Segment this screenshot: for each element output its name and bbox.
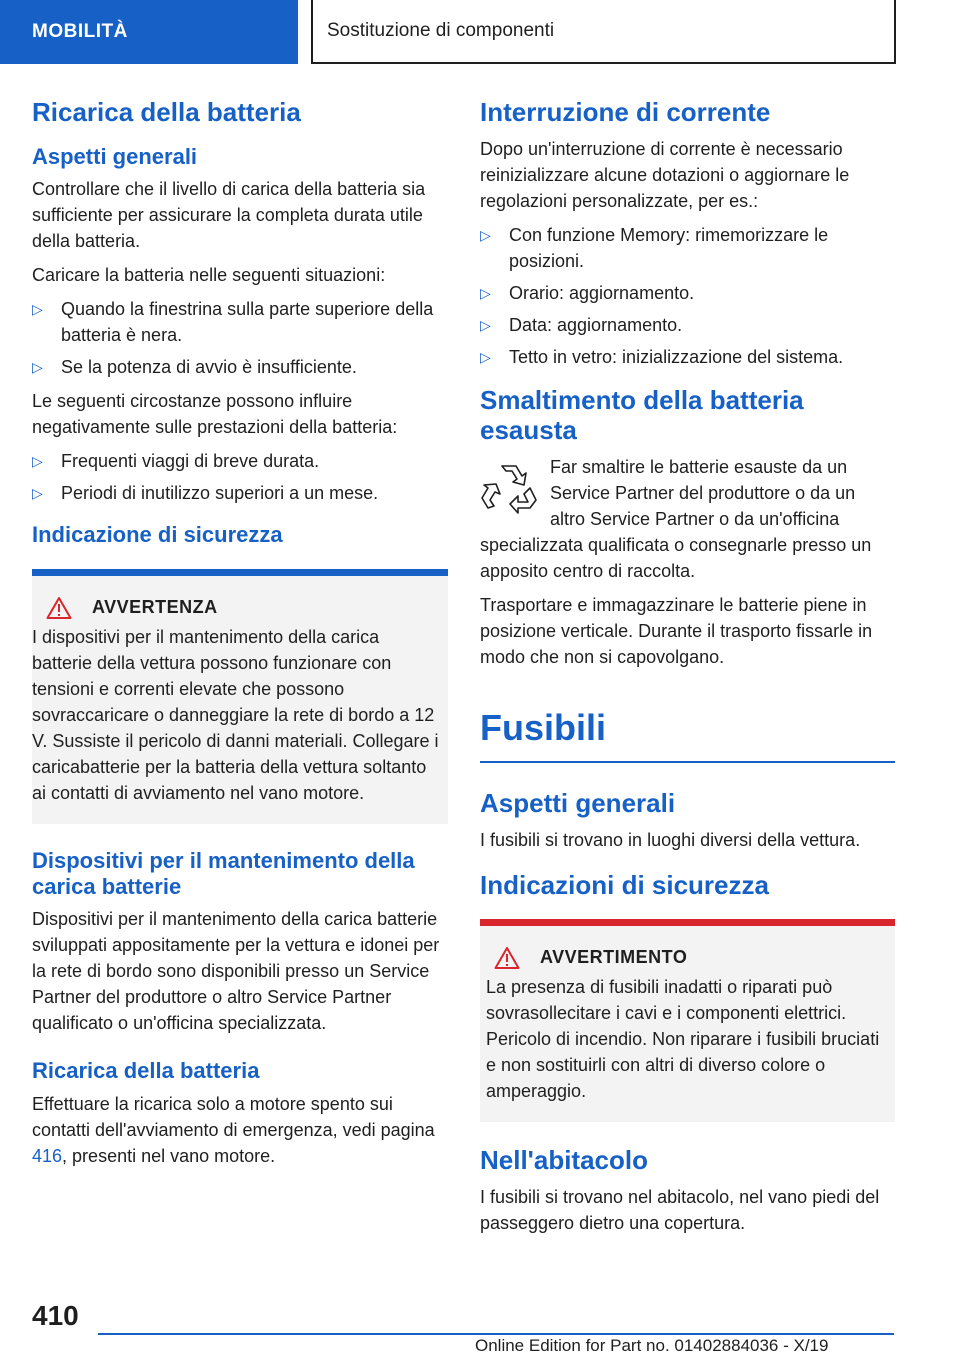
page-number: 410 <box>32 1300 79 1331</box>
header-chapter-title: Sostituzione di componenti <box>311 0 896 64</box>
bullet-icon: ▷ <box>480 316 491 333</box>
warning-triangle-icon <box>46 596 72 620</box>
list-item: ▷ Data: aggiornamento. <box>480 312 895 338</box>
paragraph: Dopo un'interruzione di corrente è necessario reinizializzare alcune dotazioni o aggiornare le regolazioni personalizzate, per es.: <box>480 138 850 211</box>
bullet-icon: ▷ <box>32 301 43 318</box>
bullet-icon: ▷ <box>32 453 43 470</box>
left-column <box>32 98 448 1177</box>
paragraph: Le seguenti circostanze possono influire negativamente sulle prestazioni della batteria: <box>32 391 398 438</box>
list-item: ▷ Periodi di inutilizzo superiori a un mese. <box>32 480 448 506</box>
heading-fuses-safety: Indicazioni di sicurezza <box>480 869 769 900</box>
warning-title: AVVERTIMENTO <box>540 947 688 968</box>
section-title-disposal: Smaltimento della batteria esausta <box>480 384 804 445</box>
footer-rule <box>98 1333 894 1335</box>
bullet-list <box>32 448 448 506</box>
bullet-list <box>32 296 448 380</box>
list-item: ▷ Quando la finestrina sulla parte superiore della batteria è nera. <box>32 296 448 348</box>
warning-rule <box>480 919 895 926</box>
bullet-list <box>480 222 895 370</box>
heading-safety: Indicazione di sicurezza <box>32 522 283 548</box>
heading-charging: Ricarica della batteria <box>32 1058 260 1084</box>
bullet-icon: ▷ <box>32 359 43 376</box>
section-title-power-interruption: Interruzione di corrente <box>480 97 771 127</box>
header-section-tab: MOBILITÀ <box>0 0 298 64</box>
recycle-icon <box>480 458 538 516</box>
warning-rule <box>32 569 448 576</box>
paragraph: Far smaltire le batterie esauste da un Service Partner del produttore o da un altro Service Partner o da un'officina specializzata qualificata o consegnarle presso un apposito centro di raccolta. <box>480 456 872 581</box>
warning-text: I dispositivi per il mantenimento della carica batterie della vettura possono funzionare con tensioni e correnti elevate che possono sovraccaricare o danneggiare la rete di bordo a 12 V. Sussiste il pericolo di danni materiali. Collegare i caricabatterie per la batteria della vettura soltanto ai contatti di avviamento nel vano motore. <box>32 626 439 803</box>
footer-edition: Online Edition for Part no. 01402884036 - X/19 <box>475 1336 829 1355</box>
page-link[interactable]: 416 <box>32 1145 63 1166</box>
list-item: ▷ Se la potenza di avvio è insufficiente. <box>32 354 448 380</box>
right-column <box>480 98 895 1244</box>
warning-triangle-icon <box>494 946 520 970</box>
paragraph: Trasportare e immagazzinare le batterie piene in posizione verticale. Durante il trasporto fissarle in modo che non si capovolgano. <box>480 594 873 667</box>
paragraph: I fusibili si trovano nel abitacolo, nel vano piedi del passeggero dietro una copertura. <box>480 1186 880 1233</box>
warning-box <box>480 926 895 1122</box>
warning-box <box>32 576 448 824</box>
disposal-block <box>480 454 895 584</box>
bullet-icon: ▷ <box>480 284 491 301</box>
list-item: ▷ Con funzione Memory: rimemorizzare le posizioni. <box>480 222 895 274</box>
list-item: ▷ Frequenti viaggi di breve durata. <box>32 448 448 474</box>
section-title-battery-charge: Ricarica della batteria <box>32 97 301 127</box>
heading-cabin: Nell'abitacolo <box>480 1144 648 1175</box>
chapter-title-fuses: Fusibili <box>480 706 606 748</box>
paragraph: Effettuare la ricarica solo a motore spento sui contatti dell'avviamento di emergenza, vedi pagina 416, presenti nel vano motore. <box>32 1093 435 1166</box>
bullet-icon: ▷ <box>480 348 491 365</box>
heading-fuses-general: Aspetti generali <box>480 787 676 818</box>
paragraph: Caricare la batteria nelle seguenti situazioni: <box>32 265 386 286</box>
bullet-icon: ▷ <box>480 226 491 243</box>
heading-maintainers: Dispositivi per il mantenimento della carica batterie <box>32 847 415 900</box>
paragraph: Dispositivi per il mantenimento della carica batterie sviluppati appositamente per la vettura e idonei per la rete di bordo sono disponibili presso un Service Partner del produttore o altro Service Partner qualificato o un'officina specializzata. <box>32 909 440 1034</box>
bullet-icon: ▷ <box>32 485 43 502</box>
list-item: ▷ Orario: aggiornamento. <box>480 280 895 306</box>
heading-general: Aspetti generali <box>32 143 198 169</box>
warning-title: AVVERTENZA <box>92 597 218 618</box>
paragraph: I fusibili si trovano in luoghi diversi della vettura. <box>480 829 861 850</box>
paragraph: Controllare che il livello di carica della batteria sia sufficiente per assicurare la completa durata utile della batteria. <box>32 179 426 252</box>
list-item: ▷ Tetto in vetro: inizializzazione del sistema. <box>480 344 895 370</box>
warning-text: La presenza di fusibili inadatti o riparati può sovrasollecitare i cavi e i componenti elettrici. Pericolo di incendio. Non riparare i fusibili bruciati e non sostituirli con altri di diverso colore o amperaggio. <box>486 976 880 1101</box>
fuses-rule <box>480 761 895 763</box>
